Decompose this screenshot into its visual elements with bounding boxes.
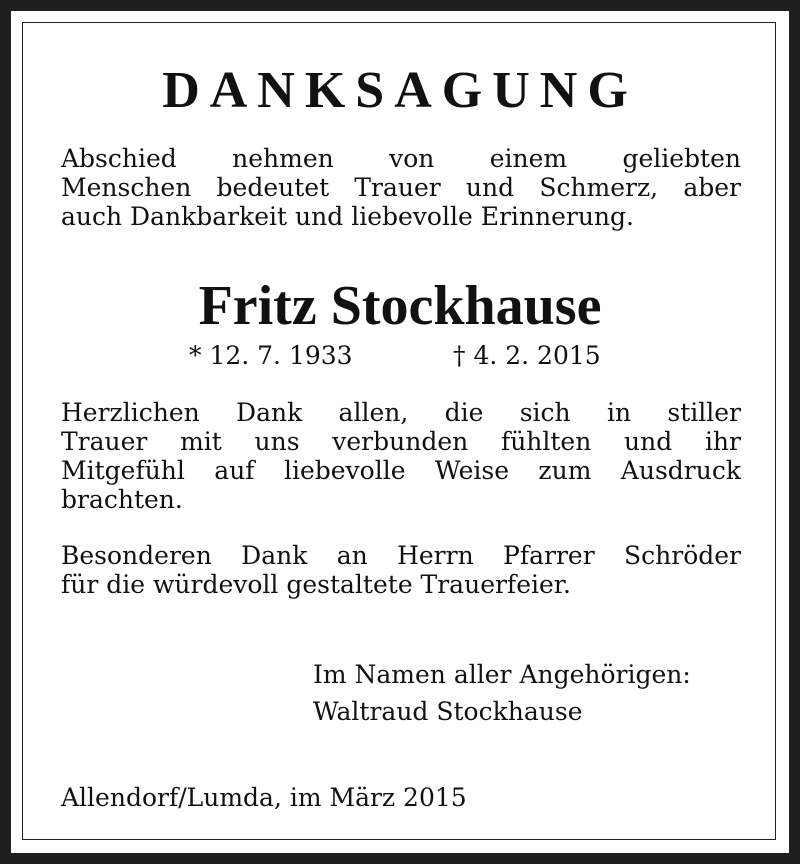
- intro-paragraph: [61, 144, 741, 231]
- notice-title: DANKSAGUNG: [162, 62, 638, 119]
- intro-line: Menschen bedeutet Trauer und Schmerz, aber: [61, 173, 741, 202]
- signature-intro: Im Namen aller Angehörigen:: [313, 660, 691, 689]
- signature-name: Waltraud Stockhause: [313, 697, 583, 726]
- thanks-line: Mitgefühl auf liebevolle Weise zum Ausdruck: [61, 456, 741, 485]
- intro-line: Abschied nehmen von einem geliebten: [61, 144, 741, 173]
- special-thanks-line: Besonderen Dank an Herrn Pfarrer Schröder: [61, 541, 741, 570]
- death-date: † 4. 2. 2015: [453, 341, 601, 370]
- special-thanks-paragraph: [61, 541, 741, 599]
- birth-date: * 12. 7. 1933: [189, 341, 353, 370]
- place-and-date: Allendorf/Lumda, im März 2015: [61, 783, 467, 812]
- intro-line: auch Dankbarkeit und liebevolle Erinnerung.: [61, 202, 634, 231]
- thanks-paragraph: [61, 398, 741, 514]
- thanks-line: Trauer mit uns verbunden fühlten und ihr: [61, 427, 741, 456]
- deceased-name: Fritz Stockhause: [198, 275, 602, 337]
- special-thanks-line: für die würdevoll gestaltete Trauerfeier.: [61, 570, 571, 599]
- thanks-line: Herzlichen Dank allen, die sich in stiller: [61, 398, 741, 427]
- notice-sheet: [11, 11, 789, 853]
- thanks-line: brachten.: [61, 485, 183, 514]
